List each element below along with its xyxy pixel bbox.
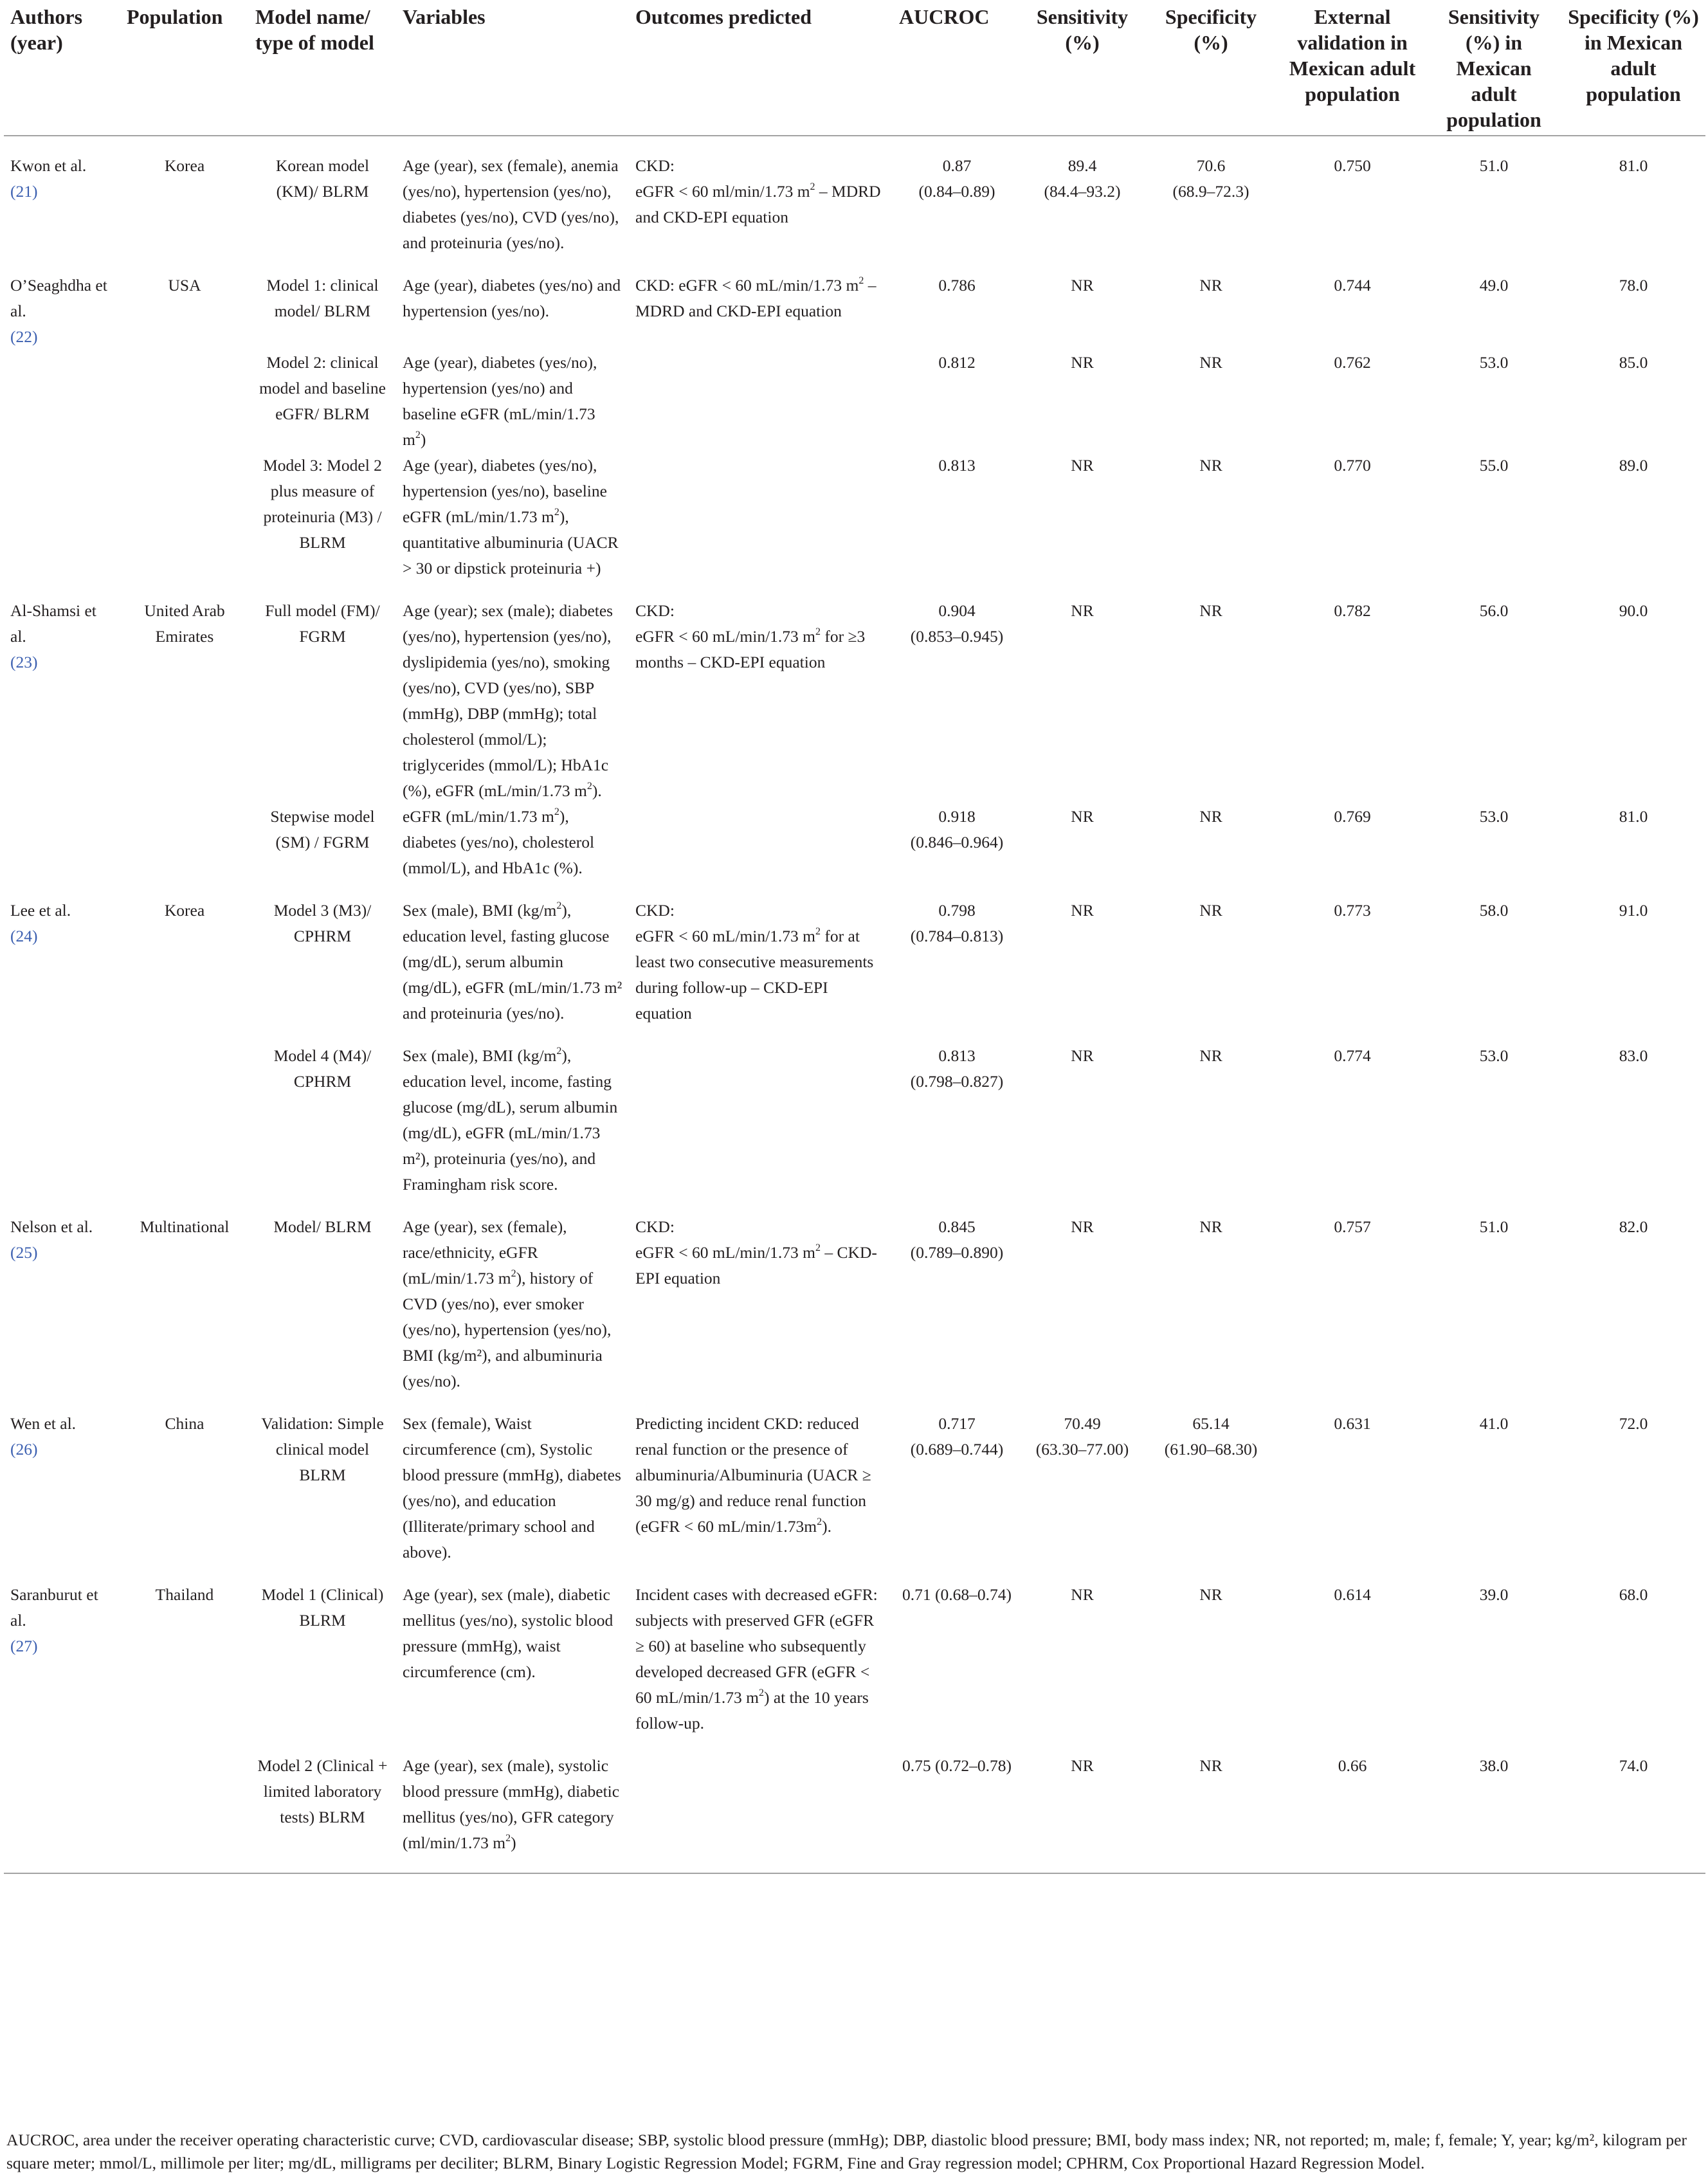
population-cell: Korea	[164, 156, 205, 175]
prediction-models-table	[4, 4, 1705, 1874]
col-header-external-validation: External validation in Mexican adult population	[1278, 4, 1426, 136]
col-header-authors: Authors (year)	[4, 4, 120, 136]
population-cell: Thailand	[155, 1585, 214, 1604]
model-cell: Validation: Simple clinical model BLRM	[261, 1414, 384, 1484]
sensitivity-mexican-cell: 51.0	[1479, 1217, 1509, 1236]
specificity-cell: NR	[1143, 1736, 1278, 1873]
specificity-mexican-cell: 74.0	[1561, 1736, 1705, 1873]
variables-cell: Age (year), diabetes (yes/no), hypertension (yes/no), baseline eGFR (mL/min/1.73 $m^2$), quantitative albuminuria (UACR > 30 or dipstick proteinuria +)	[403, 456, 619, 577]
sensitivity-mexican-cell: 41.0	[1479, 1414, 1509, 1433]
outcome-cell: Incident cases with decreased eGFR: subjects with preserved GFR (eGFR ≥ 60) at baseline who subsequently developed decreased GFR (eGFR < 60 mL/min/1.73 $m^2$) at the 10 years follow-up.	[635, 1585, 878, 1732]
sensitivity-mexican-cell: 58.0	[1479, 901, 1509, 920]
sensitivity-cell: NR	[1071, 456, 1094, 475]
reference-link[interactable]: (27)	[10, 1637, 38, 1655]
reference-link[interactable]: (24)	[10, 927, 38, 945]
variables-cell: Age (year), diabetes (yes/no) and hypertension (yes/no).	[403, 276, 621, 320]
external-validation-cell: 0.770	[1334, 456, 1371, 475]
table-row	[4, 881, 1705, 1026]
outcome-cell: CKD: eGFR < 60 mL/min/1.73 $m^2 - CKD-EPI$ equation	[635, 1217, 877, 1287]
reference-link[interactable]: (25)	[10, 1243, 38, 1262]
sensitivity-cell: NR	[1071, 601, 1094, 620]
sensitivity-mexican-cell: 39.0	[1479, 1585, 1509, 1604]
reference-link[interactable]: (26)	[10, 1440, 38, 1459]
table-row	[4, 1736, 1705, 1873]
model-cell: Full model (FM)/ FGRM	[265, 601, 380, 646]
table-row	[4, 1026, 1705, 1197]
table-row	[4, 804, 1705, 881]
sensitivity-cell: NR	[1071, 901, 1094, 920]
sensitivity-cell: NR	[1071, 1585, 1094, 1604]
model-cell: Model 4 (M4)/ CPHRM	[273, 1046, 372, 1091]
table-row	[4, 1565, 1705, 1736]
variables-cell: Sex (male), BMI $(kg/m^2)$, education level, fasting glucose (mg/dL), serum albumin (mg/dL), eGFR (mL/min/1.73 m² and proteinuria (yes/no).	[403, 900, 622, 1023]
table-row	[4, 581, 1705, 804]
model-cell: Model 2 (Clinical + limited laboratory tests) BLRM	[249, 1736, 396, 1873]
specificity-cell: 65.14 (61.90–68.30)	[1164, 1414, 1258, 1459]
col-header-outcomes: Outcomes predicted	[629, 4, 893, 136]
specificity-cell: NR	[1199, 353, 1222, 372]
sensitivity-cell: NR	[1071, 1217, 1094, 1236]
specificity-mexican-cell: 91.0	[1619, 901, 1648, 920]
table-row	[4, 256, 1705, 350]
population-cell: USA	[168, 276, 201, 295]
specificity-cell: NR	[1199, 456, 1222, 475]
sensitivity-cell: NR	[1071, 276, 1094, 295]
aucroc-cell: 0.798 (0.784–0.813)	[910, 901, 1004, 945]
external-validation-cell: 0.66	[1278, 1736, 1426, 1873]
model-cell: Model 1: clinical model/ BLRM	[266, 276, 379, 320]
variables-cell: Age (year), sex (male), systolic blood pressure (mmHg), diabetic mellitus (yes/no), GFR category (ml/min/1.73 $m^2$)	[396, 1736, 629, 1873]
specificity-mexican-cell: 83.0	[1619, 1046, 1648, 1065]
model-cell: Stepwise model (SM) / FGRM	[270, 807, 375, 851]
header-row	[4, 4, 1705, 136]
col-header-specificity: Specificity (%)	[1143, 4, 1278, 136]
sensitivity-cell: NR	[1021, 1736, 1143, 1873]
aucroc-cell: 0.845 (0.789–0.890)	[910, 1217, 1004, 1262]
external-validation-cell: 0.773	[1334, 901, 1371, 920]
sensitivity-mexican-cell: 49.0	[1479, 276, 1509, 295]
external-validation-cell: 0.744	[1334, 276, 1371, 295]
external-validation-cell: 0.614	[1334, 1585, 1371, 1604]
external-validation-cell: 0.769	[1334, 807, 1371, 826]
specificity-cell: NR	[1199, 901, 1222, 920]
external-validation-cell: 0.762	[1334, 353, 1371, 372]
sensitivity-cell: 89.4 (84.4–93.2)	[1044, 156, 1121, 201]
external-validation-cell: 0.750	[1334, 156, 1371, 175]
specificity-cell: NR	[1199, 807, 1222, 826]
col-header-specificity-mexican: Specificity (%) in Mexican adult population	[1561, 4, 1705, 136]
table-row	[4, 453, 1705, 581]
variables-cell: Age (year), sex (male), diabetic mellitus (yes/no), systolic blood pressure (mmHg), waist circumference (cm).	[403, 1585, 613, 1681]
author-cell: Lee et al. (24)	[10, 901, 71, 945]
col-header-model: Model name/ type of model	[249, 4, 396, 136]
specificity-mexican-cell: 82.0	[1619, 1217, 1648, 1236]
specificity-mexican-cell: 81.0	[1619, 156, 1648, 175]
aucroc-cell: 0.813 (0.798–0.827)	[910, 1046, 1004, 1091]
aucroc-cell: 0.75 (0.72–0.78)	[893, 1736, 1021, 1873]
aucroc-cell: 0.918 (0.846–0.964)	[910, 807, 1004, 851]
specificity-cell: NR	[1199, 276, 1222, 295]
specificity-mexican-cell: 72.0	[1619, 1414, 1648, 1433]
variables-cell: Sex (female), Waist circumference (cm), Systolic blood pressure (mmHg), diabetes (yes/no), and education (Illiterate/primary school and above).	[403, 1414, 621, 1561]
population-cell: China	[165, 1414, 204, 1433]
author-cell: Saranburut et al. (27)	[10, 1585, 98, 1655]
aucroc-cell: 0.87 (0.84–0.89)	[918, 156, 995, 201]
table-row	[4, 350, 1705, 453]
table-footnote: AUCROC, area under the receiver operating characteristic curve; CVD, cardiovascular disease; SBP, systolic blood pressure (mmHg); DBP, diastolic blood pressure; BMI, body mass index; NR, not reported; m, male; f, female; Y, year; kg/m², kilogram per square meter; mmol/L, millimole per liter; mg/dL, milligrams per deciliter; BLRM, Binary Logistic Regression Model; FGRM, Fine and Gray regression model; CPHRM, Cox Proportional Hazard Regression Model.	[6, 2131, 1687, 2172]
outcome-cell: CKD: eGFR < 60 mL/min/1.73 $m^2$ – MDRD and CKD-EPI equation	[635, 275, 877, 320]
model-cell: Model 1 (Clinical) BLRM	[261, 1585, 384, 1630]
model-cell: Model/ BLRM	[273, 1217, 372, 1236]
outcome-cell: CKD: eGFR < 60 ml/min/1.73 $m^2$ – MDRD and CKD-EPI equation	[635, 156, 881, 226]
specificity-mexican-cell: 90.0	[1619, 601, 1648, 620]
specificity-mexican-cell: 68.0	[1619, 1585, 1648, 1604]
aucroc-cell: 0.812	[938, 353, 976, 372]
external-validation-cell: 0.774	[1334, 1046, 1371, 1065]
outcome-cell: CKD: eGFR < 60 mL/min/1.73 $m^2$ for at least two consecutive measurements during follow-up – CKD-EPI equation	[635, 901, 874, 1023]
table-row	[4, 1197, 1705, 1394]
sensitivity-cell: NR	[1071, 353, 1094, 372]
specificity-cell: NR	[1199, 1046, 1222, 1065]
aucroc-cell: 0.71 (0.68–0.74)	[902, 1585, 1012, 1604]
sensitivity-mexican-cell: 38.0	[1426, 1736, 1561, 1873]
external-validation-cell: 0.782	[1334, 601, 1371, 620]
variables-cell: Age (year), sex (female), race/ethnicity, eGFR (mL/min/1.73 $m^2$), history of CVD (yes/no), ever smoker (yes/no), hypertension (yes/no), BMI (kg/m²), and albuminuria (yes/no).	[403, 1217, 612, 1390]
population-cell: Korea	[164, 901, 205, 920]
model-cell: Model 2: clinical model and baseline eGFR/ BLRM	[259, 353, 386, 423]
col-header-population: Population	[120, 4, 249, 136]
variables-cell: Age (year), diabetes (yes/no), hypertension (yes/no) and baseline eGFR (mL/min/1.73 $m^2$)	[403, 353, 597, 449]
variables-cell: Age (year); sex (male); diabetes (yes/no), hypertension (yes/no), dyslipidemia (yes/no), smoking (yes/no), CVD (yes/no), SBP (mmHg), DBP (mmHg); total cholesterol (mmol/L); triglycerides (mmol/L); HbA1c (%), eGFR (mL/min/1.73 $m^2$).	[403, 601, 613, 800]
external-validation-cell: 0.631	[1334, 1414, 1371, 1433]
table-row	[4, 136, 1705, 256]
author-cell: Wen et al. (26)	[10, 1414, 77, 1459]
sensitivity-mexican-cell: 55.0	[1479, 456, 1509, 475]
sensitivity-cell: NR	[1071, 1046, 1094, 1065]
aucroc-cell: 0.786	[938, 276, 976, 295]
variables-cell: Sex (male), BMI $(kg/m^2)$, education level, income, fasting glucose (mg/dL), serum albumin (mg/dL), eGFR (mL/min/1.73 m²), proteinuria (yes/no), and Framingham risk score.	[403, 1045, 618, 1194]
population-cell: Multinational	[140, 1217, 230, 1236]
sensitivity-mexican-cell: 53.0	[1479, 807, 1509, 826]
sensitivity-mexican-cell: 51.0	[1479, 156, 1509, 175]
specificity-mexican-cell: 85.0	[1619, 353, 1648, 372]
aucroc-cell: 0.904 (0.853–0.945)	[910, 601, 1004, 646]
sensitivity-mexican-cell: 56.0	[1479, 601, 1509, 620]
author-cell: Kwon et al. (21)	[10, 156, 87, 201]
specificity-cell: NR	[1199, 601, 1222, 620]
specificity-mexican-cell: 78.0	[1619, 276, 1648, 295]
external-validation-cell: 0.757	[1334, 1217, 1371, 1236]
model-cell: Model 3 (M3)/ CPHRM	[273, 901, 372, 945]
population-cell: United Arab Emirates	[144, 601, 225, 646]
specificity-mexican-cell: 81.0	[1619, 807, 1648, 826]
author-cell: O’Seaghdha et al. (22)	[10, 276, 107, 346]
model-cell: Korean model (KM)/ BLRM	[275, 156, 370, 201]
variables-cell: Age (year), sex (female), anemia (yes/no), hypertension (yes/no), diabetes (yes/no), CVD (yes/no), and proteinuria (yes/no).	[403, 156, 619, 252]
col-header-sensitivity-mexican: Sensitivity (%) in Mexican adult population	[1426, 4, 1561, 136]
specificity-cell: 70.6 (68.9–72.3)	[1172, 156, 1249, 201]
variables-cell: eGFR (mL/min/1.73 $m^2$), diabetes (yes/no), cholesterol (mmol/L), and HbA1c (%).	[403, 806, 595, 877]
col-header-sensitivity: Sensitivity (%)	[1021, 4, 1143, 136]
specificity-cell: NR	[1199, 1585, 1222, 1604]
author-cell: Al-Shamsi et al. (23)	[10, 601, 96, 671]
sensitivity-mexican-cell: 53.0	[1479, 353, 1509, 372]
sensitivity-cell: 70.49 (63.30–77.00)	[1035, 1414, 1129, 1459]
aucroc-cell: 0.813	[938, 456, 976, 475]
specificity-mexican-cell: 89.0	[1619, 456, 1648, 475]
sensitivity-cell: NR	[1071, 807, 1094, 826]
outcome-cell: CKD: eGFR < 60 mL/min/1.73 $m^2$ for ≥3 months – CKD-EPI equation	[635, 601, 866, 671]
outcome-cell: Predicting incident CKD: reduced renal function or the presence of albuminuria/Albuminuria (UACR ≥ 30 mg/g) and reduce renal function (eGFR < 60 $mL/\min/1.73m^2$).	[635, 1414, 871, 1536]
reference-link[interactable]: (22)	[10, 327, 38, 346]
col-header-aucroc: AUCROC	[893, 4, 1021, 136]
table-row	[4, 1394, 1705, 1565]
aucroc-cell: 0.717 (0.689–0.744)	[910, 1414, 1004, 1459]
model-cell: Model 3: Model 2 plus measure of proteinuria (M3) / BLRM	[263, 456, 382, 552]
specificity-cell: NR	[1199, 1217, 1222, 1236]
author-cell: Nelson et al. (25)	[10, 1217, 93, 1262]
reference-link[interactable]: (23)	[10, 653, 38, 671]
reference-link[interactable]: (21)	[10, 182, 38, 201]
sensitivity-mexican-cell: 53.0	[1479, 1046, 1509, 1065]
col-header-variables: Variables	[396, 4, 629, 136]
